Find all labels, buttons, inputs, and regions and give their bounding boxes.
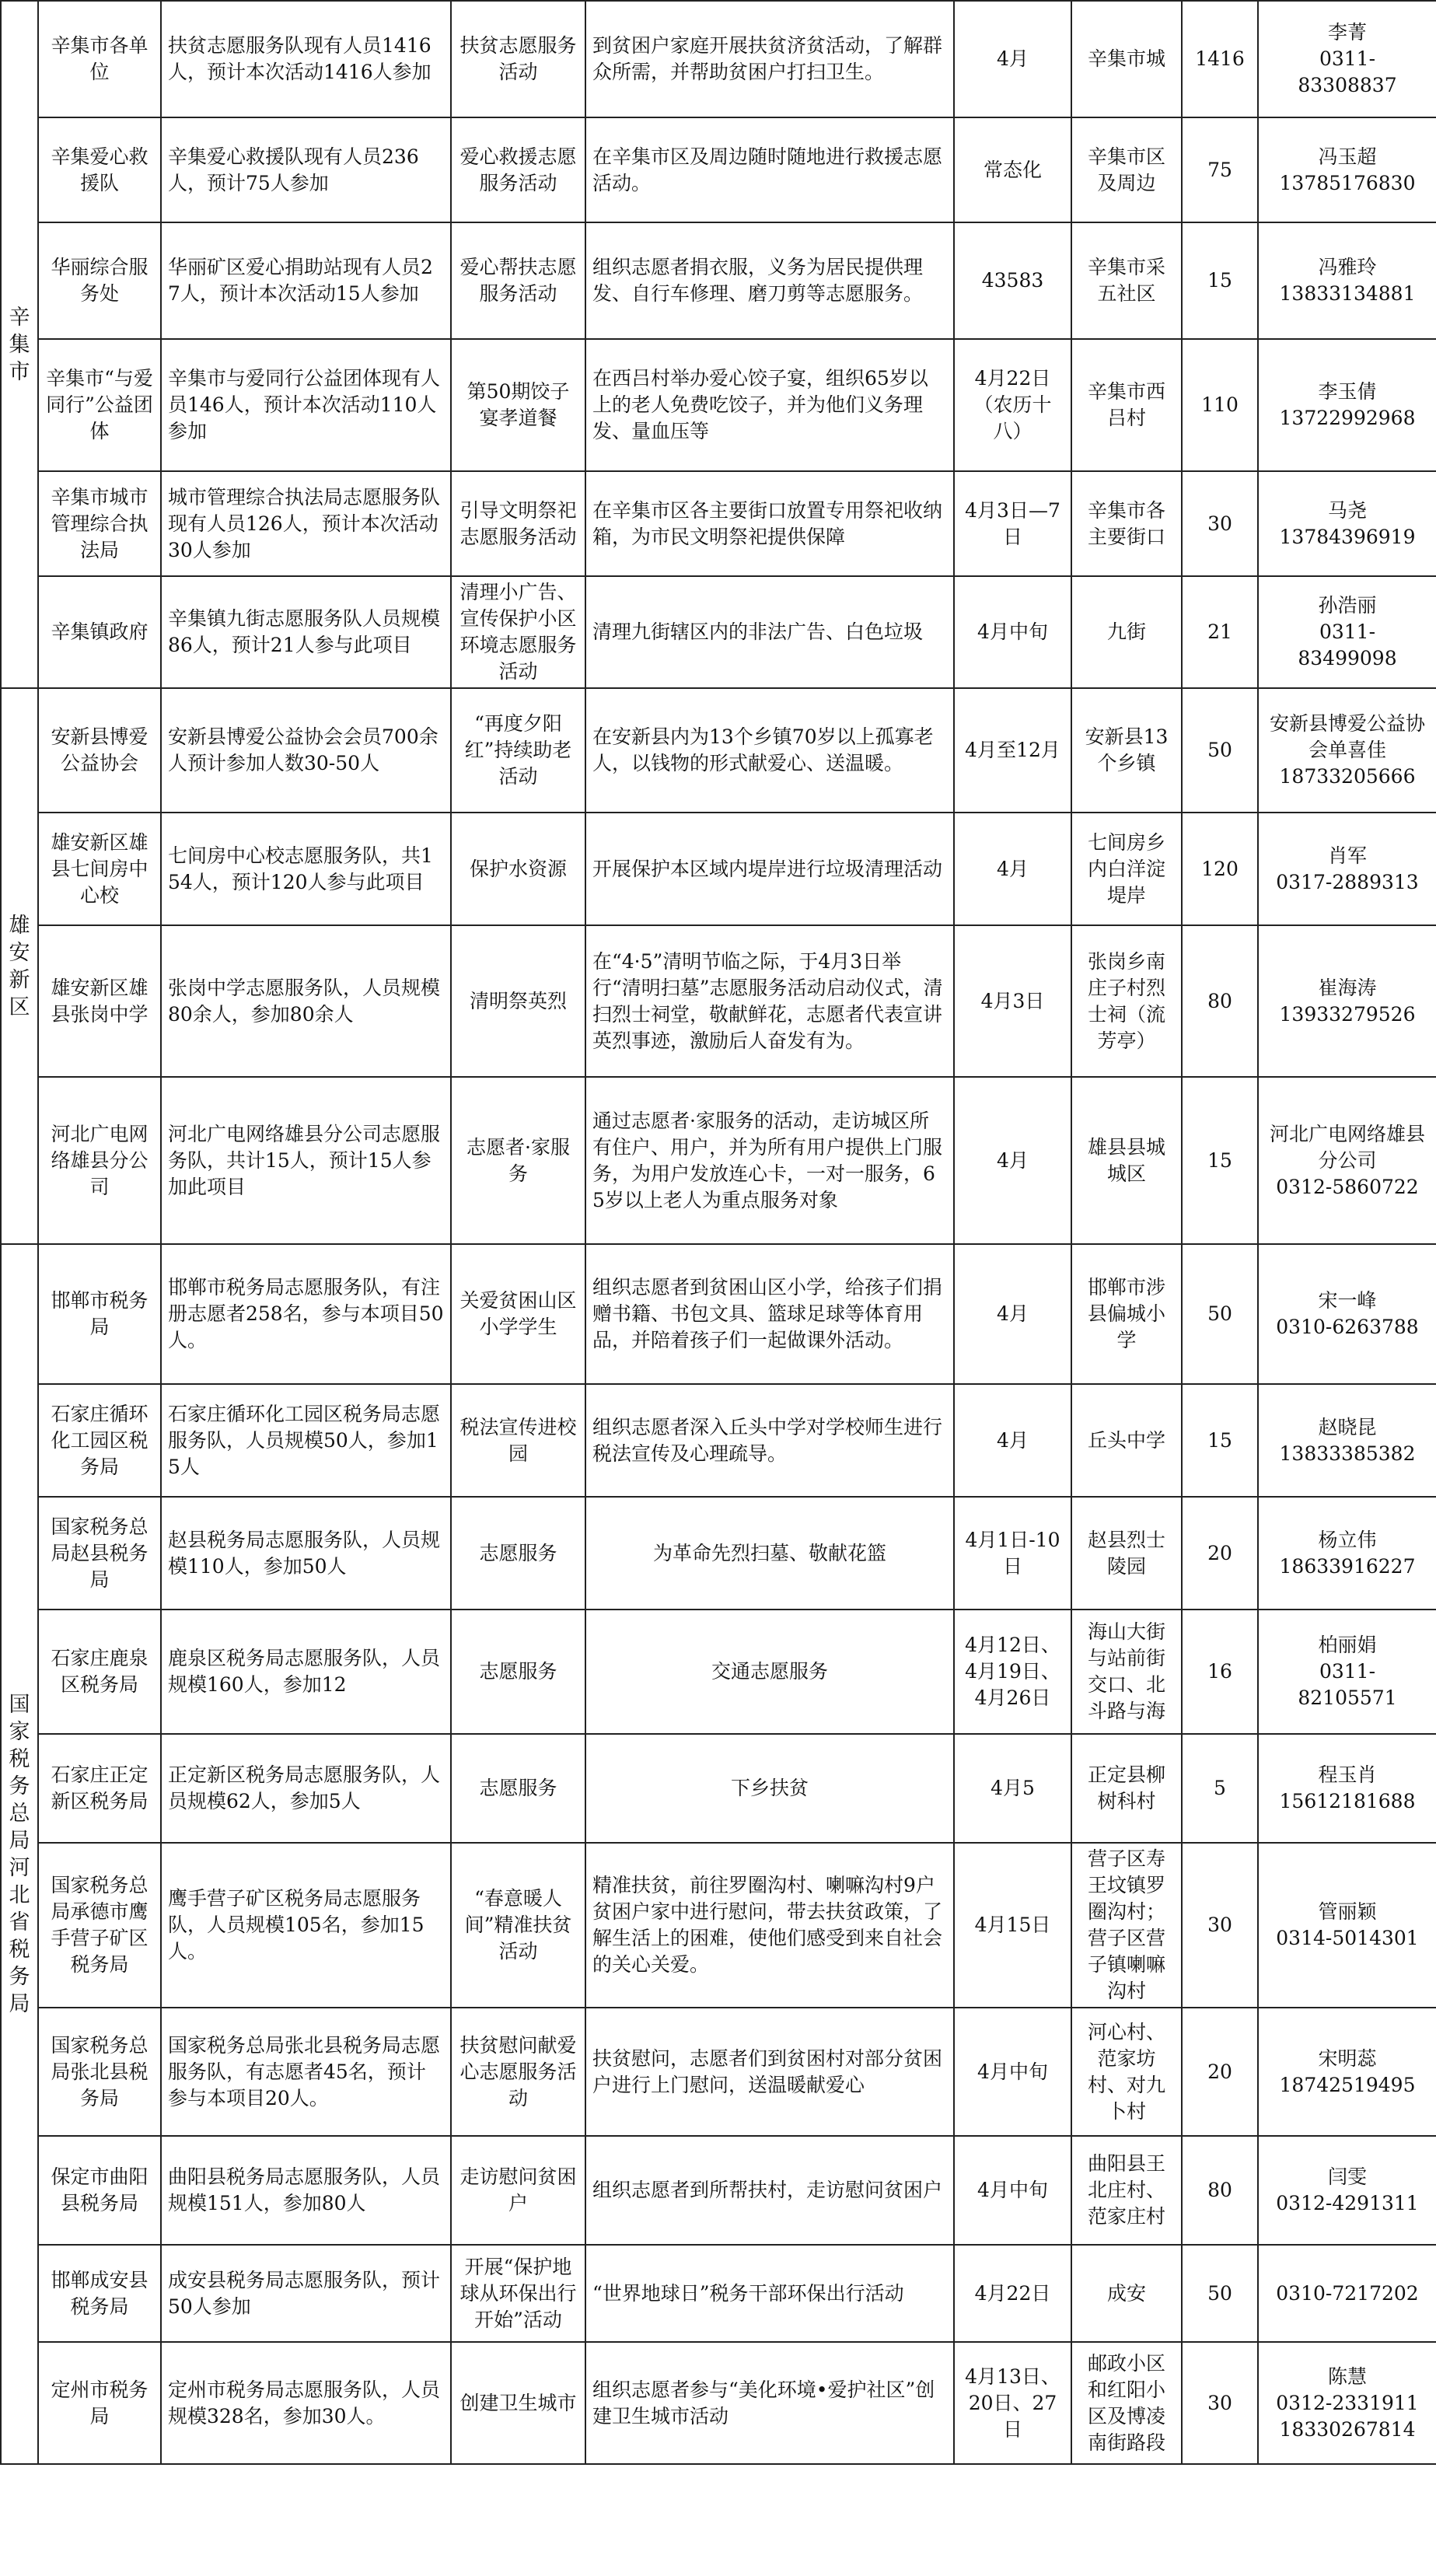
table-row: [1, 1, 1436, 117]
table-row: [1, 471, 1436, 576]
contact-line: 杨立伟: [1318, 1528, 1377, 1551]
cell-count: 50: [1182, 2245, 1258, 2342]
cell-activity: 税法宣传进校园: [451, 1384, 585, 1497]
table-row: [1, 2342, 1436, 2464]
cell-team: 石家庄循环化工园区税务局志愿服务队，人员规模50人，参加15人: [161, 1384, 451, 1497]
cell-time: 4月: [954, 813, 1071, 925]
cell-location: 正定县柳树科村: [1071, 1734, 1182, 1843]
cell-team: 七间房中心校志愿服务队，共154人，预计120人参与此项目: [161, 813, 451, 925]
group-name-cell: 辛集市: [1, 1, 38, 688]
cell-content: 组织志愿者参与“美化环境•爱护社区”创建卫生城市活动: [585, 2342, 954, 2464]
cell-time: 4月5: [954, 1734, 1071, 1843]
contact-line: 陈慧: [1327, 2365, 1367, 2388]
cell-location: 七间房乡内白洋淀堤岸: [1071, 813, 1182, 925]
cell-count: 50: [1182, 688, 1258, 813]
contact-line: 崔海涛: [1318, 976, 1377, 999]
cell-time: 4月3日—7日: [954, 471, 1071, 576]
cell-contact: [1258, 1734, 1436, 1843]
cell-time: 4月中旬: [954, 2136, 1071, 2245]
table-row: [1, 2136, 1436, 2245]
cell-location: 成安: [1071, 2245, 1182, 2342]
group-name-cell: 国家税务总局河北省税务局: [1, 1244, 38, 2464]
contact-line: 13785176830: [1279, 171, 1416, 194]
contact-line: 李菁: [1327, 21, 1367, 44]
cell-activity: 爱心帮扶志愿服务活动: [451, 222, 585, 339]
cell-team: 城市管理综合执法局志愿服务队现有人员126人，预计本次活动30人参加: [161, 471, 451, 576]
contact-line: 0317-2889313: [1276, 870, 1419, 893]
cell-contact: [1258, 2342, 1436, 2464]
contact-line: 0310-6263788: [1276, 1316, 1419, 1338]
contact-line: 0314-5014301: [1276, 1927, 1419, 1949]
cell-activity: 开展“保护地球从环保出行开始”活动: [451, 2245, 585, 2342]
cell-count: 75: [1182, 117, 1258, 222]
cell-organization: 定州市税务局: [38, 2342, 161, 2464]
cell-team: 扶贫志愿服务队现有人员1416人，预计本次活动1416人参加: [161, 1, 451, 117]
cell-organization: 辛集市“与爱同行”公益团体: [38, 339, 161, 471]
cell-activity: 创建卫生城市: [451, 2342, 585, 2464]
cell-organization: 雄安新区雄县七间房中心校: [38, 813, 161, 925]
cell-contact: [1258, 1843, 1436, 2008]
cell-team: 安新县博爱公益协会会员700余人预计参加人数30-50人: [161, 688, 451, 813]
cell-content: 在辛集市区各主要街口放置专用祭祀收纳箱，为市民文明祭祀提供保障: [585, 471, 954, 576]
cell-contact: [1258, 1384, 1436, 1497]
cell-team: 正定新区税务局志愿服务队，人员规模62人，参加5人: [161, 1734, 451, 1843]
contact-line: 18633916227: [1279, 1554, 1416, 1578]
cell-content: 精准扶贫，前往罗圈沟村、喇嘛沟村9户贫困户家中进行慰问，带去扶贫政策，了解生活上的困难，使他们感受到来自社会的关心关爱。: [585, 1843, 954, 2008]
cell-location: 张岗乡南庄子村烈士祠（流芳亭）: [1071, 925, 1182, 1077]
table-row: [1, 1077, 1436, 1244]
contact-line: 冯玉超: [1318, 145, 1377, 168]
contact-line: 83308837: [1298, 74, 1397, 96]
cell-activity: “再度夕阳红”持续助老活动: [451, 688, 585, 813]
cell-location: 邮政小区和红阳小区及博凌南街路段: [1071, 2342, 1182, 2464]
cell-contact: [1258, 1244, 1436, 1384]
cell-team: 国家税务总局张北县税务局志愿服务队，有志愿者45名，预计参与本项目20人。: [161, 2008, 451, 2136]
cell-count: 120: [1182, 813, 1258, 925]
cell-count: 5: [1182, 1734, 1258, 1843]
cell-contact: [1258, 471, 1436, 576]
cell-time: 4月中旬: [954, 2008, 1071, 2136]
contact-line: 李玉倩: [1318, 380, 1377, 403]
cell-count: 30: [1182, 471, 1258, 576]
cell-location: 辛集市区及周边: [1071, 117, 1182, 222]
cell-contact: [1258, 2136, 1436, 2245]
cell-team: 定州市税务局志愿服务队，人员规模328名，参加30人。: [161, 2342, 451, 2464]
table-row: [1, 813, 1436, 925]
contact-line: 0312-2331911: [1276, 2391, 1419, 2414]
contact-line: 马尧: [1327, 498, 1367, 522]
cell-activity: 志愿服务: [451, 1734, 585, 1843]
cell-content: 组织志愿者到所帮扶村，走访慰问贫困户: [585, 2136, 954, 2245]
cell-team: 鹿泉区税务局志愿服务队，人员规模160人，参加12: [161, 1610, 451, 1734]
cell-location: 海山大街与站前街交口、北斗路与海: [1071, 1610, 1182, 1734]
cell-count: 80: [1182, 2136, 1258, 2245]
cell-organization: 国家税务总局张北县税务局: [38, 2008, 161, 2136]
table-row: [1, 1610, 1436, 1734]
cell-time: 4月13日、20日、27日: [954, 2342, 1071, 2464]
cell-activity: 志愿服务: [451, 1610, 585, 1734]
cell-contact: [1258, 1610, 1436, 1734]
cell-organization: 河北广电网络雄县分公司: [38, 1077, 161, 1244]
cell-organization: 雄安新区雄县张岗中学: [38, 925, 161, 1077]
cell-content: 到贫困户家庭开展扶贫济贫活动，了解群众所需，并帮助贫困户打扫卫生。: [585, 1, 954, 117]
cell-activity: 清明祭英烈: [451, 925, 585, 1077]
cell-content: 组织志愿者到贫困山区小学，给孩子们捐赠书籍、书包文具、篮球足球等体育用品，并陪着孩子们一起做课外活动。: [585, 1244, 954, 1384]
contact-line: 15612181688: [1279, 1790, 1416, 1812]
cell-count: 20: [1182, 2008, 1258, 2136]
cell-location: 曲阳县王北庄村、范家庄村: [1071, 2136, 1182, 2245]
cell-organization: 辛集爱心救援队: [38, 117, 161, 222]
cell-time: 4月: [954, 1384, 1071, 1497]
cell-count: 1416: [1182, 1, 1258, 117]
cell-activity: 保护水资源: [451, 813, 585, 925]
cell-team: 辛集爱心救援队现有人员236人，预计75人参加: [161, 117, 451, 222]
cell-organization: 邯郸成安县税务局: [38, 2245, 161, 2342]
table-body: [1, 1, 1436, 2464]
cell-team: 曲阳县税务局志愿服务队，人员规模151人，参加80人: [161, 2136, 451, 2245]
cell-activity: 扶贫志愿服务活动: [451, 1, 585, 117]
contact-line: 孙浩丽: [1318, 594, 1377, 617]
cell-count: 30: [1182, 2342, 1258, 2464]
table-row: [1, 222, 1436, 339]
table-row: [1, 1843, 1436, 2008]
cell-content: 在西吕村举办爱心饺子宴，组织65岁以上的老人免费吃饺子，并为他们义务理发、量血压等: [585, 339, 954, 471]
contact-line: 13833385382: [1279, 1442, 1416, 1465]
cell-content: 扶贫慰问，志愿者们到贫困村对部分贫困户进行上门慰问，送温暖献爱心: [585, 2008, 954, 2136]
cell-time: 4月至12月: [954, 688, 1071, 813]
cell-location: 雄县县城城区: [1071, 1077, 1182, 1244]
cell-time: 4月1日-10日: [954, 1497, 1071, 1610]
cell-contact: [1258, 1077, 1436, 1244]
contact-line: 0311-: [1319, 47, 1376, 70]
cell-count: 80: [1182, 925, 1258, 1077]
table-row: [1, 1244, 1436, 1384]
cell-content: “世界地球日”税务干部环保出行活动: [585, 2245, 954, 2342]
cell-location: 辛集市城: [1071, 1, 1182, 117]
cell-time: 4月12日、4月19日、4月26日: [954, 1610, 1071, 1734]
cell-time: 4月22日（农历十八）: [954, 339, 1071, 471]
cell-activity: 志愿者·家服务: [451, 1077, 585, 1244]
cell-content: 通过志愿者·家服务的活动，走访城区所有住户、用户，并为所有用户提供上门服务，为用户发放连心卡，一对一服务，65岁以上老人为重点服务对象: [585, 1077, 954, 1244]
cell-content: 在“4·5”清明节临之际，于4月3日举行“清明扫墓”志愿服务活动启动仪式，清扫烈士祠堂，敬献鲜花，志愿者代表宣讲英烈事迹，激励后人奋发有为。: [585, 925, 954, 1077]
cell-activity: 关爱贫困山区小学学生: [451, 1244, 585, 1384]
cell-location: 营子区寿王坟镇罗圈沟村；营子区营子镇喇嘛沟村: [1071, 1843, 1182, 2008]
cell-time: 4月中旬: [954, 576, 1071, 688]
cell-contact: [1258, 2008, 1436, 2136]
cell-count: 50: [1182, 1244, 1258, 1384]
cell-organization: 石家庄正定新区税务局: [38, 1734, 161, 1843]
cell-count: 110: [1182, 339, 1258, 471]
cell-time: 4月15日: [954, 1843, 1071, 2008]
contact-line: 0312-5860722: [1276, 1175, 1419, 1198]
cell-activity: 扶贫慰问献爱心志愿服务活动: [451, 2008, 585, 2136]
cell-team: 河北广电网络雄县分公司志愿服务队，共计15人，预计15人参加此项目: [161, 1077, 451, 1244]
contact-line: 0312-4291311: [1276, 2192, 1419, 2214]
cell-contact: [1258, 117, 1436, 222]
cell-location: 辛集市西吕村: [1071, 339, 1182, 471]
cell-content: 下乡扶贫: [585, 1734, 954, 1843]
cell-organization: 辛集市城市管理综合执法局: [38, 471, 161, 576]
table-row: [1, 1734, 1436, 1843]
contact-line: 18733205666: [1279, 765, 1416, 788]
cell-team: 成安县税务局志愿服务队，预计50人参加: [161, 2245, 451, 2342]
cell-organization: 保定市曲阳县税务局: [38, 2136, 161, 2245]
cell-activity: 清理小广告、宣传保护小区环境志愿服务活动: [451, 576, 585, 688]
cell-organization: 石家庄鹿泉区税务局: [38, 1610, 161, 1734]
table-row: [1, 339, 1436, 471]
cell-content: 组织志愿者捐衣服，义务为居民提供理发、自行车修理、磨刀剪等志愿服务。: [585, 222, 954, 339]
table-row: [1, 1384, 1436, 1497]
cell-location: 邯郸市涉县偏城小学: [1071, 1244, 1182, 1384]
contact-line: 宋明蕊: [1318, 2046, 1377, 2070]
cell-team: 邯郸市税务局志愿服务队，有注册志愿者258名，参与本项目50人。: [161, 1244, 451, 1384]
cell-content: 在安新县内为13个乡镇70岁以上孤寡老人，以钱物的形式献爱心、送温暖。: [585, 688, 954, 813]
cell-time: 4月22日: [954, 2245, 1071, 2342]
cell-content: 为革命先烈扫墓、敬献花篮: [585, 1497, 954, 1610]
cell-count: 16: [1182, 1610, 1258, 1734]
group-name-cell: 雄安新区: [1, 688, 38, 1244]
table-row: [1, 2008, 1436, 2136]
cell-activity: 引导文明祭祀志愿服务活动: [451, 471, 585, 576]
cell-team: 辛集市与爱同行公益团体现有人员146人，预计本次活动110人参加: [161, 339, 451, 471]
cell-team: 华丽矿区爱心捐助站现有人员27人，预计本次活动15人参加: [161, 222, 451, 339]
contact-line: 闫雯: [1327, 2165, 1367, 2188]
cell-time: 常态化: [954, 117, 1071, 222]
cell-time: 4月: [954, 1244, 1071, 1384]
cell-contact: [1258, 1497, 1436, 1610]
cell-team: 张岗中学志愿服务队，人员规模80余人，参加80余人: [161, 925, 451, 1077]
cell-contact: 0310-7217202: [1258, 2245, 1436, 2342]
contact-line: 13784396919: [1279, 525, 1416, 548]
cell-time: 4月: [954, 1077, 1071, 1244]
cell-count: 20: [1182, 1497, 1258, 1610]
cell-content: 组织志愿者深入丘头中学对学校师生进行税法宣传及心理疏导。: [585, 1384, 954, 1497]
cell-contact: [1258, 688, 1436, 813]
contact-line: 18330267814: [1279, 2417, 1416, 2441]
contact-line: 18742519495: [1279, 2073, 1416, 2096]
cell-count: 15: [1182, 222, 1258, 339]
cell-contact: [1258, 1, 1436, 117]
cell-location: 赵县烈士陵园: [1071, 1497, 1182, 1610]
cell-organization: 石家庄循环化工园区税务局: [38, 1384, 161, 1497]
cell-location: 丘头中学: [1071, 1384, 1182, 1497]
contact-line: 83499098: [1298, 647, 1397, 669]
cell-team: 赵县税务局志愿服务队，人员规模110人，参加50人: [161, 1497, 451, 1610]
contact-line: 0311-: [1319, 620, 1376, 643]
table-row: [1, 117, 1436, 222]
cell-content: 开展保护本区域内堤岸进行垃圾清理活动: [585, 813, 954, 925]
cell-count: 15: [1182, 1077, 1258, 1244]
contact-line: 冯雅玲: [1318, 256, 1377, 278]
table-row: [1, 925, 1436, 1077]
cell-content: 在辛集市区及周边随时随地进行救援志愿活动。: [585, 117, 954, 222]
cell-organization: 邯郸市税务局: [38, 1244, 161, 1384]
cell-organization: 国家税务总局承德市鹰手营子矿区税务局: [38, 1843, 161, 2008]
cell-activity: 志愿服务: [451, 1497, 585, 1610]
cell-organization: 国家税务总局赵县税务局: [38, 1497, 161, 1610]
contact-line: 82105571: [1298, 1686, 1397, 1709]
cell-contact: [1258, 576, 1436, 688]
contact-line: 管丽颖: [1318, 1900, 1377, 1923]
cell-contact: [1258, 813, 1436, 925]
cell-activity: 走访慰问贫困户: [451, 2136, 585, 2245]
cell-activity: 第50期饺子宴孝道餐: [451, 339, 585, 471]
contact-line: 安新县博爱公益协会单喜佳: [1269, 712, 1425, 761]
cell-content: 交通志愿服务: [585, 1610, 954, 1734]
cell-count: 30: [1182, 1843, 1258, 2008]
contact-line: 0311-: [1319, 1660, 1376, 1683]
contact-line: 13833134881: [1279, 282, 1416, 305]
cell-time: 4月: [954, 1, 1071, 117]
cell-contact: [1258, 339, 1436, 471]
cell-organization: 辛集市各单位: [38, 1, 161, 117]
table-row: [1, 576, 1436, 688]
cell-activity: 爱心救援志愿服务活动: [451, 117, 585, 222]
table-row: [1, 688, 1436, 813]
cell-team: 鹰手营子矿区税务局志愿服务队，人员规模105名，参加15人。: [161, 1843, 451, 2008]
contact-line: 柏丽娟: [1318, 1634, 1377, 1656]
table-row: [1, 2245, 1436, 2342]
cell-count: 21: [1182, 576, 1258, 688]
cell-contact: [1258, 222, 1436, 339]
cell-time: 43583: [954, 222, 1071, 339]
cell-organization: 安新县博爱公益协会: [38, 688, 161, 813]
cell-location: 辛集市各主要街口: [1071, 471, 1182, 576]
cell-content: 清理九街辖区内的非法广告、白色垃圾: [585, 576, 954, 688]
contact-line: 赵晓昆: [1318, 1415, 1377, 1438]
cell-location: 九街: [1071, 576, 1182, 688]
cell-organization: 辛集镇政府: [38, 576, 161, 688]
cell-organization: 华丽综合服务处: [38, 222, 161, 339]
contact-line: 13933279526: [1279, 1002, 1416, 1026]
cell-activity: “春意暖人间”精准扶贫活动: [451, 1843, 585, 2008]
cell-location: 安新县13个乡镇: [1071, 688, 1182, 813]
contact-line: 宋一峰: [1318, 1289, 1377, 1312]
table-row: [1, 1497, 1436, 1610]
cell-contact: [1258, 925, 1436, 1077]
cell-count: 15: [1182, 1384, 1258, 1497]
cell-location: 河心村、范家坊村、对九卜村: [1071, 2008, 1182, 2136]
contact-line: 河北广电网络雄县分公司: [1269, 1122, 1425, 1172]
contact-line: 肖军: [1327, 844, 1367, 867]
cell-time: 4月3日: [954, 925, 1071, 1077]
cell-team: 辛集镇九街志愿服务队人员规模86人，预计21人参与此项目: [161, 576, 451, 688]
contact-line: 程玉肖: [1318, 1763, 1377, 1786]
cell-location: 辛集市采五社区: [1071, 222, 1182, 339]
contact-line: 13722992968: [1279, 407, 1416, 429]
